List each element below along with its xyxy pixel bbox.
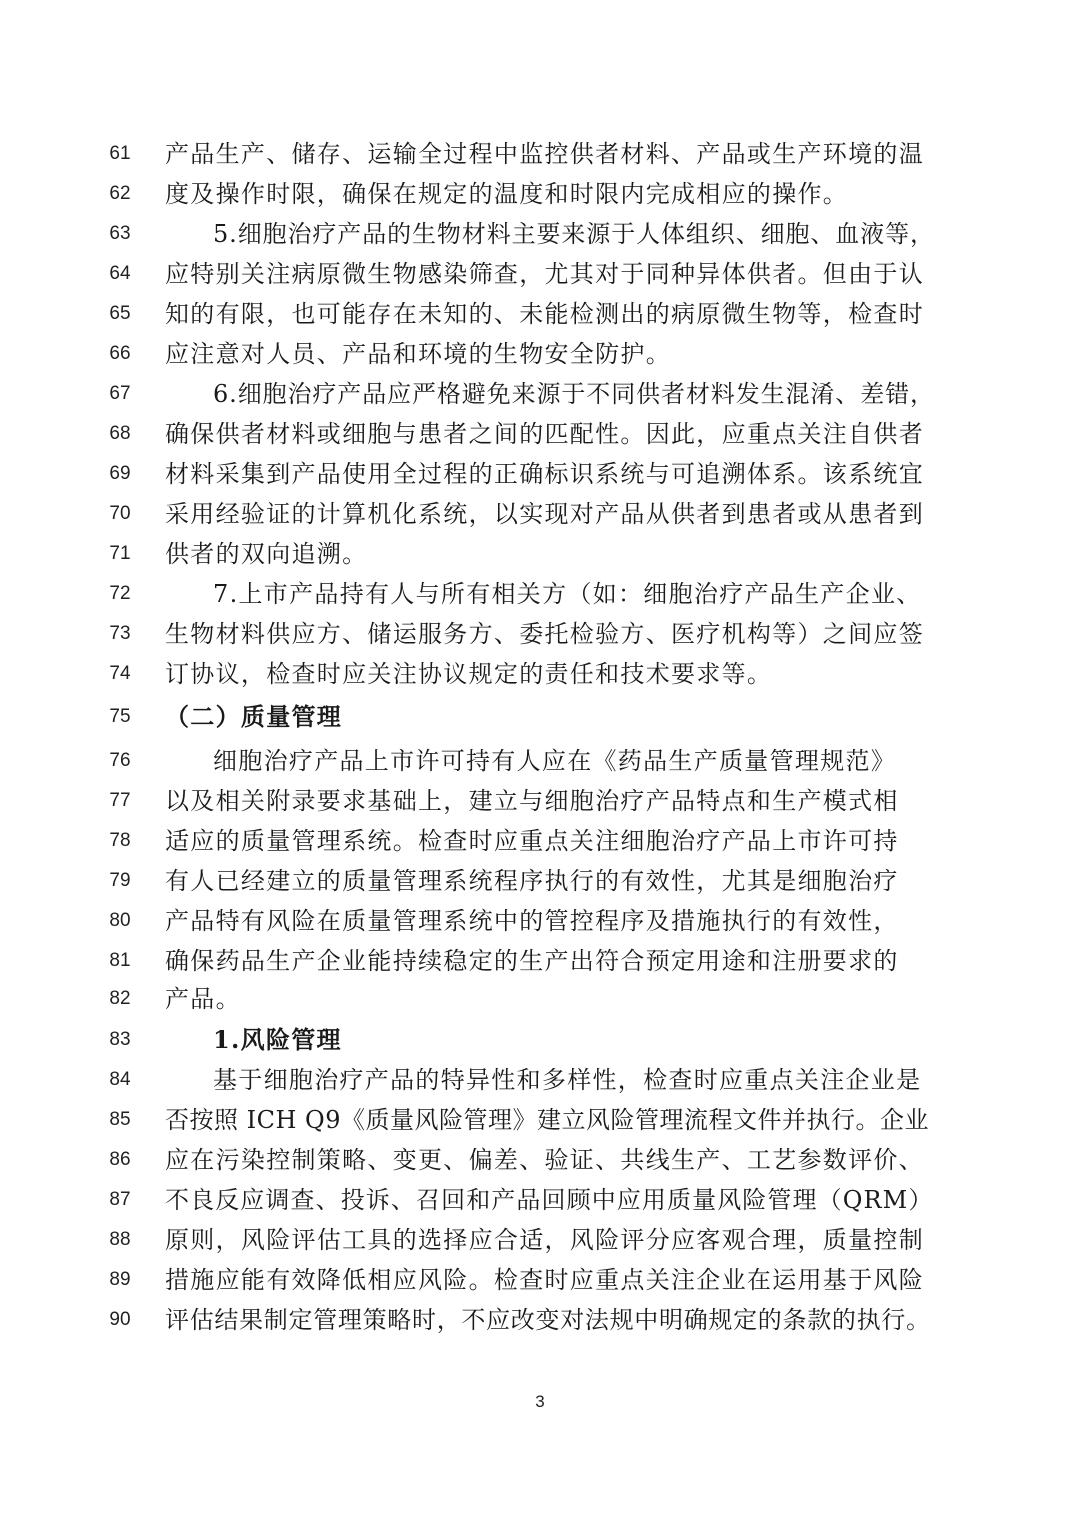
- body-text: 度及操作时限，确保在规定的温度和时限内完成相应的操作。: [165, 180, 849, 208]
- line-number: 80: [109, 910, 131, 931]
- line-number: 69: [109, 463, 131, 484]
- line-number: 76: [109, 750, 131, 771]
- line-number: 87: [109, 1189, 131, 1210]
- line-66: [0, 334, 1080, 374]
- line-number: 66: [109, 343, 131, 364]
- body-text: 采用经验证的计算机化系统，以实现对产品从供者到患者或从患者到: [165, 500, 924, 528]
- line-87: [0, 1180, 1080, 1220]
- line-number: 82: [109, 988, 131, 1009]
- line-number: 79: [109, 870, 131, 891]
- body-text: 5.细胞治疗产品的生物材料主要来源于人体组织、细胞、血液等，: [213, 220, 935, 248]
- line-number: 71: [109, 543, 131, 564]
- line-76: [0, 741, 1080, 781]
- line-69: [0, 454, 1080, 494]
- body-text: 不良反应调查、投诉、召回和产品回顾中应用质量风险管理（QRM）: [165, 1186, 934, 1214]
- line-number: 90: [109, 1309, 131, 1330]
- body-text: 产品生产、储存、运输全过程中监控供者材料、产品或生产环境的温: [165, 140, 924, 168]
- line-61: [0, 134, 1080, 174]
- body-text: 产品。: [165, 985, 241, 1013]
- line-71: [0, 534, 1080, 574]
- body-text: 应注意对人员、产品和环境的生物安全防护。: [165, 340, 671, 368]
- line-75: [0, 697, 1080, 737]
- line-62: [0, 174, 1080, 214]
- line-number: 72: [109, 583, 131, 604]
- line-number: 78: [109, 830, 131, 851]
- line-83: [0, 1020, 1080, 1060]
- body-text: 7.上市产品持有人与所有相关方（如：细胞治疗产品生产企业、: [213, 580, 922, 608]
- line-79: [0, 861, 1080, 901]
- line-number: 74: [109, 663, 131, 684]
- line-81: [0, 941, 1080, 981]
- line-85: [0, 1100, 1080, 1140]
- body-text: 细胞治疗产品上市许可持有人应在《药品生产质量管理规范》: [213, 747, 897, 775]
- line-number: 68: [109, 423, 131, 444]
- line-number: 67: [109, 383, 131, 404]
- body-text: 应在污染控制策略、变更、偏差、验证、共线生产、工艺参数评价、: [165, 1146, 924, 1174]
- line-64: [0, 254, 1080, 294]
- line-number: 83: [109, 1029, 131, 1050]
- body-text: 评估结果制定管理策略时，不应改变对法规中明确规定的条款的执行。: [165, 1306, 931, 1334]
- line-82: [0, 979, 1080, 1019]
- line-number: 64: [109, 263, 131, 284]
- line-number: 75: [109, 706, 131, 727]
- line-86: [0, 1140, 1080, 1180]
- page-number: 3: [535, 1392, 545, 1411]
- body-text: 以及相关附录要求基础上，建立与细胞治疗产品特点和生产模式相: [165, 787, 899, 815]
- line-number: 86: [109, 1149, 131, 1170]
- body-text: 适应的质量管理系统。检查时应重点关注细胞治疗产品上市许可持: [165, 827, 899, 855]
- line-number: 73: [109, 623, 131, 644]
- line-74: [0, 654, 1080, 694]
- line-73: [0, 614, 1080, 654]
- line-90: [0, 1300, 1080, 1340]
- body-text: 6.细胞治疗产品应严格避免来源于不同供者材料发生混淆、差错，: [213, 380, 935, 408]
- line-70: [0, 494, 1080, 534]
- line-72: [0, 574, 1080, 614]
- line-65: [0, 294, 1080, 334]
- body-text: 产品特有风险在质量管理系统中的管控程序及措施执行的有效性，: [165, 907, 899, 935]
- body-text: 原则，风险评估工具的选择应合适，风险评分应客观合理，质量控制: [165, 1226, 924, 1254]
- subsection-heading: 1.风险管理: [213, 1025, 342, 1054]
- line-68: [0, 414, 1080, 454]
- line-number: 84: [109, 1069, 131, 1090]
- line-number: 65: [109, 303, 131, 324]
- line-67: [0, 374, 1080, 414]
- body-text: 基于细胞治疗产品的特异性和多样性，检查时应重点关注企业是: [213, 1066, 922, 1094]
- line-84: [0, 1060, 1080, 1100]
- section-heading: （二）质量管理: [165, 702, 343, 731]
- line-number: 70: [109, 503, 131, 524]
- line-77: [0, 781, 1080, 821]
- line-80: [0, 901, 1080, 941]
- body-text: 供者的双向追溯。: [165, 540, 368, 568]
- line-number: 89: [109, 1269, 131, 1290]
- line-number: 61: [109, 143, 131, 164]
- body-text: 订协议，检查时应关注协议规定的责任和技术要求等。: [165, 660, 773, 688]
- body-text: 应特别关注病原微生物感染筛查，尤其对于同种异体供者。但由于认: [165, 260, 924, 288]
- line-63: [0, 214, 1080, 254]
- line-number: 88: [109, 1229, 131, 1250]
- line-89: [0, 1260, 1080, 1300]
- line-number: 77: [109, 790, 131, 811]
- body-text: 有人已经建立的质量管理系统程序执行的有效性，尤其是细胞治疗: [165, 867, 899, 895]
- body-text: 措施应能有效降低相应风险。检查时应重点关注企业在运用基于风险: [165, 1266, 924, 1294]
- body-text: 否按照 ICH Q9《质量风险管理》建立风险管理流程文件并执行。企业: [165, 1106, 929, 1134]
- line-88: [0, 1220, 1080, 1260]
- line-number: 85: [109, 1109, 131, 1130]
- body-text: 确保供者材料或细胞与患者之间的匹配性。因此，应重点关注自供者: [165, 420, 924, 448]
- line-number: 81: [109, 950, 131, 971]
- line-78: [0, 821, 1080, 861]
- body-text: 确保药品生产企业能持续稳定的生产出符合预定用途和注册要求的: [165, 947, 899, 975]
- body-text: 知的有限，也可能存在未知的、未能检测出的病原微生物等，检查时: [165, 300, 924, 328]
- line-number: 63: [109, 223, 131, 244]
- line-number: 62: [109, 183, 131, 204]
- body-text: 材料采集到产品使用全过程的正确标识系统与可追溯体系。该系统宜: [165, 460, 924, 488]
- body-text: 生物材料供应方、储运服务方、委托检验方、医疗机构等）之间应签: [165, 620, 924, 648]
